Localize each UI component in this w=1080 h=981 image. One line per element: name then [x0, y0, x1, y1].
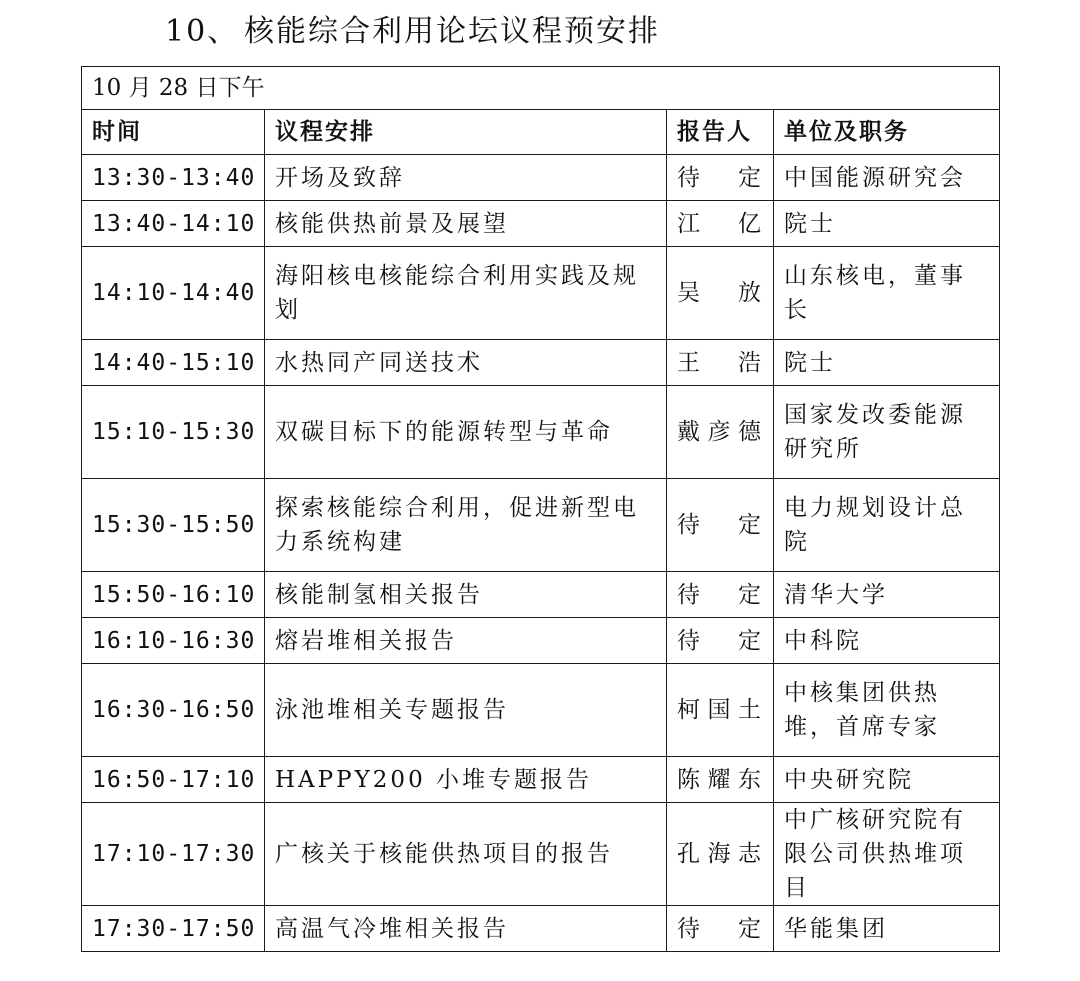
speaker-cell: 戴彦德 [667, 386, 774, 479]
table-row [82, 247, 1000, 340]
topic-cell: 双碳目标下的能源转型与革命 [265, 386, 667, 479]
table-row [82, 201, 1000, 247]
date-row [82, 67, 1000, 110]
topic-cell: 核能供热前景及展望 [265, 201, 667, 247]
org-cell: 国家发改委能源研究所 [774, 386, 1000, 479]
speaker-cell: 待 定 [667, 906, 774, 952]
speaker-cell: 待 定 [667, 155, 774, 201]
agenda-table [81, 66, 1000, 952]
org-cell: 华能集团 [774, 906, 1000, 952]
time-cell: 13:30-13:40 [82, 155, 265, 201]
table-row [82, 340, 1000, 386]
org-cell: 中广核研究院有限公司供热堆项目 [774, 803, 1000, 906]
header-time: 时间 [82, 110, 265, 155]
table-row [82, 906, 1000, 952]
org-cell: 清华大学 [774, 572, 1000, 618]
speaker-cell: 待 定 [667, 572, 774, 618]
topic-cell: HAPPY200 小堆专题报告 [265, 757, 667, 803]
topic-cell: 广核关于核能供热项目的报告 [265, 803, 667, 906]
header-topic: 议程安排 [265, 110, 667, 155]
topic-cell: 海阳核电核能综合利用实践及规划 [265, 247, 667, 340]
time-cell: 13:40-14:10 [82, 201, 265, 247]
speaker-cell: 待 定 [667, 618, 774, 664]
header-speaker: 报告人 [667, 110, 774, 155]
time-cell: 17:10-17:30 [82, 803, 265, 906]
time-cell: 15:10-15:30 [82, 386, 265, 479]
section-title: 核能综合利用论坛议程预安排 [244, 14, 660, 49]
header-row [82, 110, 1000, 155]
time-cell: 15:50-16:10 [82, 572, 265, 618]
org-cell: 中核集团供热堆，首席专家 [774, 664, 1000, 757]
table-row [82, 155, 1000, 201]
speaker-cell: 吴 放 [667, 247, 774, 340]
table-row [82, 618, 1000, 664]
topic-cell: 泳池堆相关专题报告 [265, 664, 667, 757]
table-row [82, 479, 1000, 572]
table-row [82, 757, 1000, 803]
speaker-cell: 待 定 [667, 479, 774, 572]
table-row [82, 386, 1000, 479]
table-row [82, 664, 1000, 757]
speaker-cell: 柯国土 [667, 664, 774, 757]
speaker-cell: 王 浩 [667, 340, 774, 386]
org-cell: 院士 [774, 340, 1000, 386]
table-row [82, 803, 1000, 906]
speaker-cell: 江 亿 [667, 201, 774, 247]
org-cell: 院士 [774, 201, 1000, 247]
org-cell: 电力规划设计总院 [774, 479, 1000, 572]
page-title [0, 0, 1080, 64]
time-cell: 16:30-16:50 [82, 664, 265, 757]
time-cell: 14:40-15:10 [82, 340, 265, 386]
topic-cell: 探索核能综合利用，促进新型电力系统构建 [265, 479, 667, 572]
org-cell: 中央研究院 [774, 757, 1000, 803]
speaker-cell: 孔海志 [667, 803, 774, 906]
date-cell: 10 月 28 日下午 [82, 67, 1000, 110]
topic-cell: 熔岩堆相关报告 [265, 618, 667, 664]
org-cell: 中科院 [774, 618, 1000, 664]
time-cell: 15:30-15:50 [82, 479, 265, 572]
header-org: 单位及职务 [774, 110, 1000, 155]
time-cell: 17:30-17:50 [82, 906, 265, 952]
topic-cell: 核能制氢相关报告 [265, 572, 667, 618]
org-cell: 中国能源研究会 [774, 155, 1000, 201]
speaker-cell: 陈耀东 [667, 757, 774, 803]
time-cell: 16:10-16:30 [82, 618, 265, 664]
time-cell: 14:10-14:40 [82, 247, 265, 340]
table-row [82, 572, 1000, 618]
time-cell: 16:50-17:10 [82, 757, 265, 803]
topic-cell: 高温气冷堆相关报告 [265, 906, 667, 952]
topic-cell: 开场及致辞 [265, 155, 667, 201]
section-number: 10、 [165, 14, 240, 49]
topic-cell: 水热同产同送技术 [265, 340, 667, 386]
org-cell: 山东核电，董事长 [774, 247, 1000, 340]
